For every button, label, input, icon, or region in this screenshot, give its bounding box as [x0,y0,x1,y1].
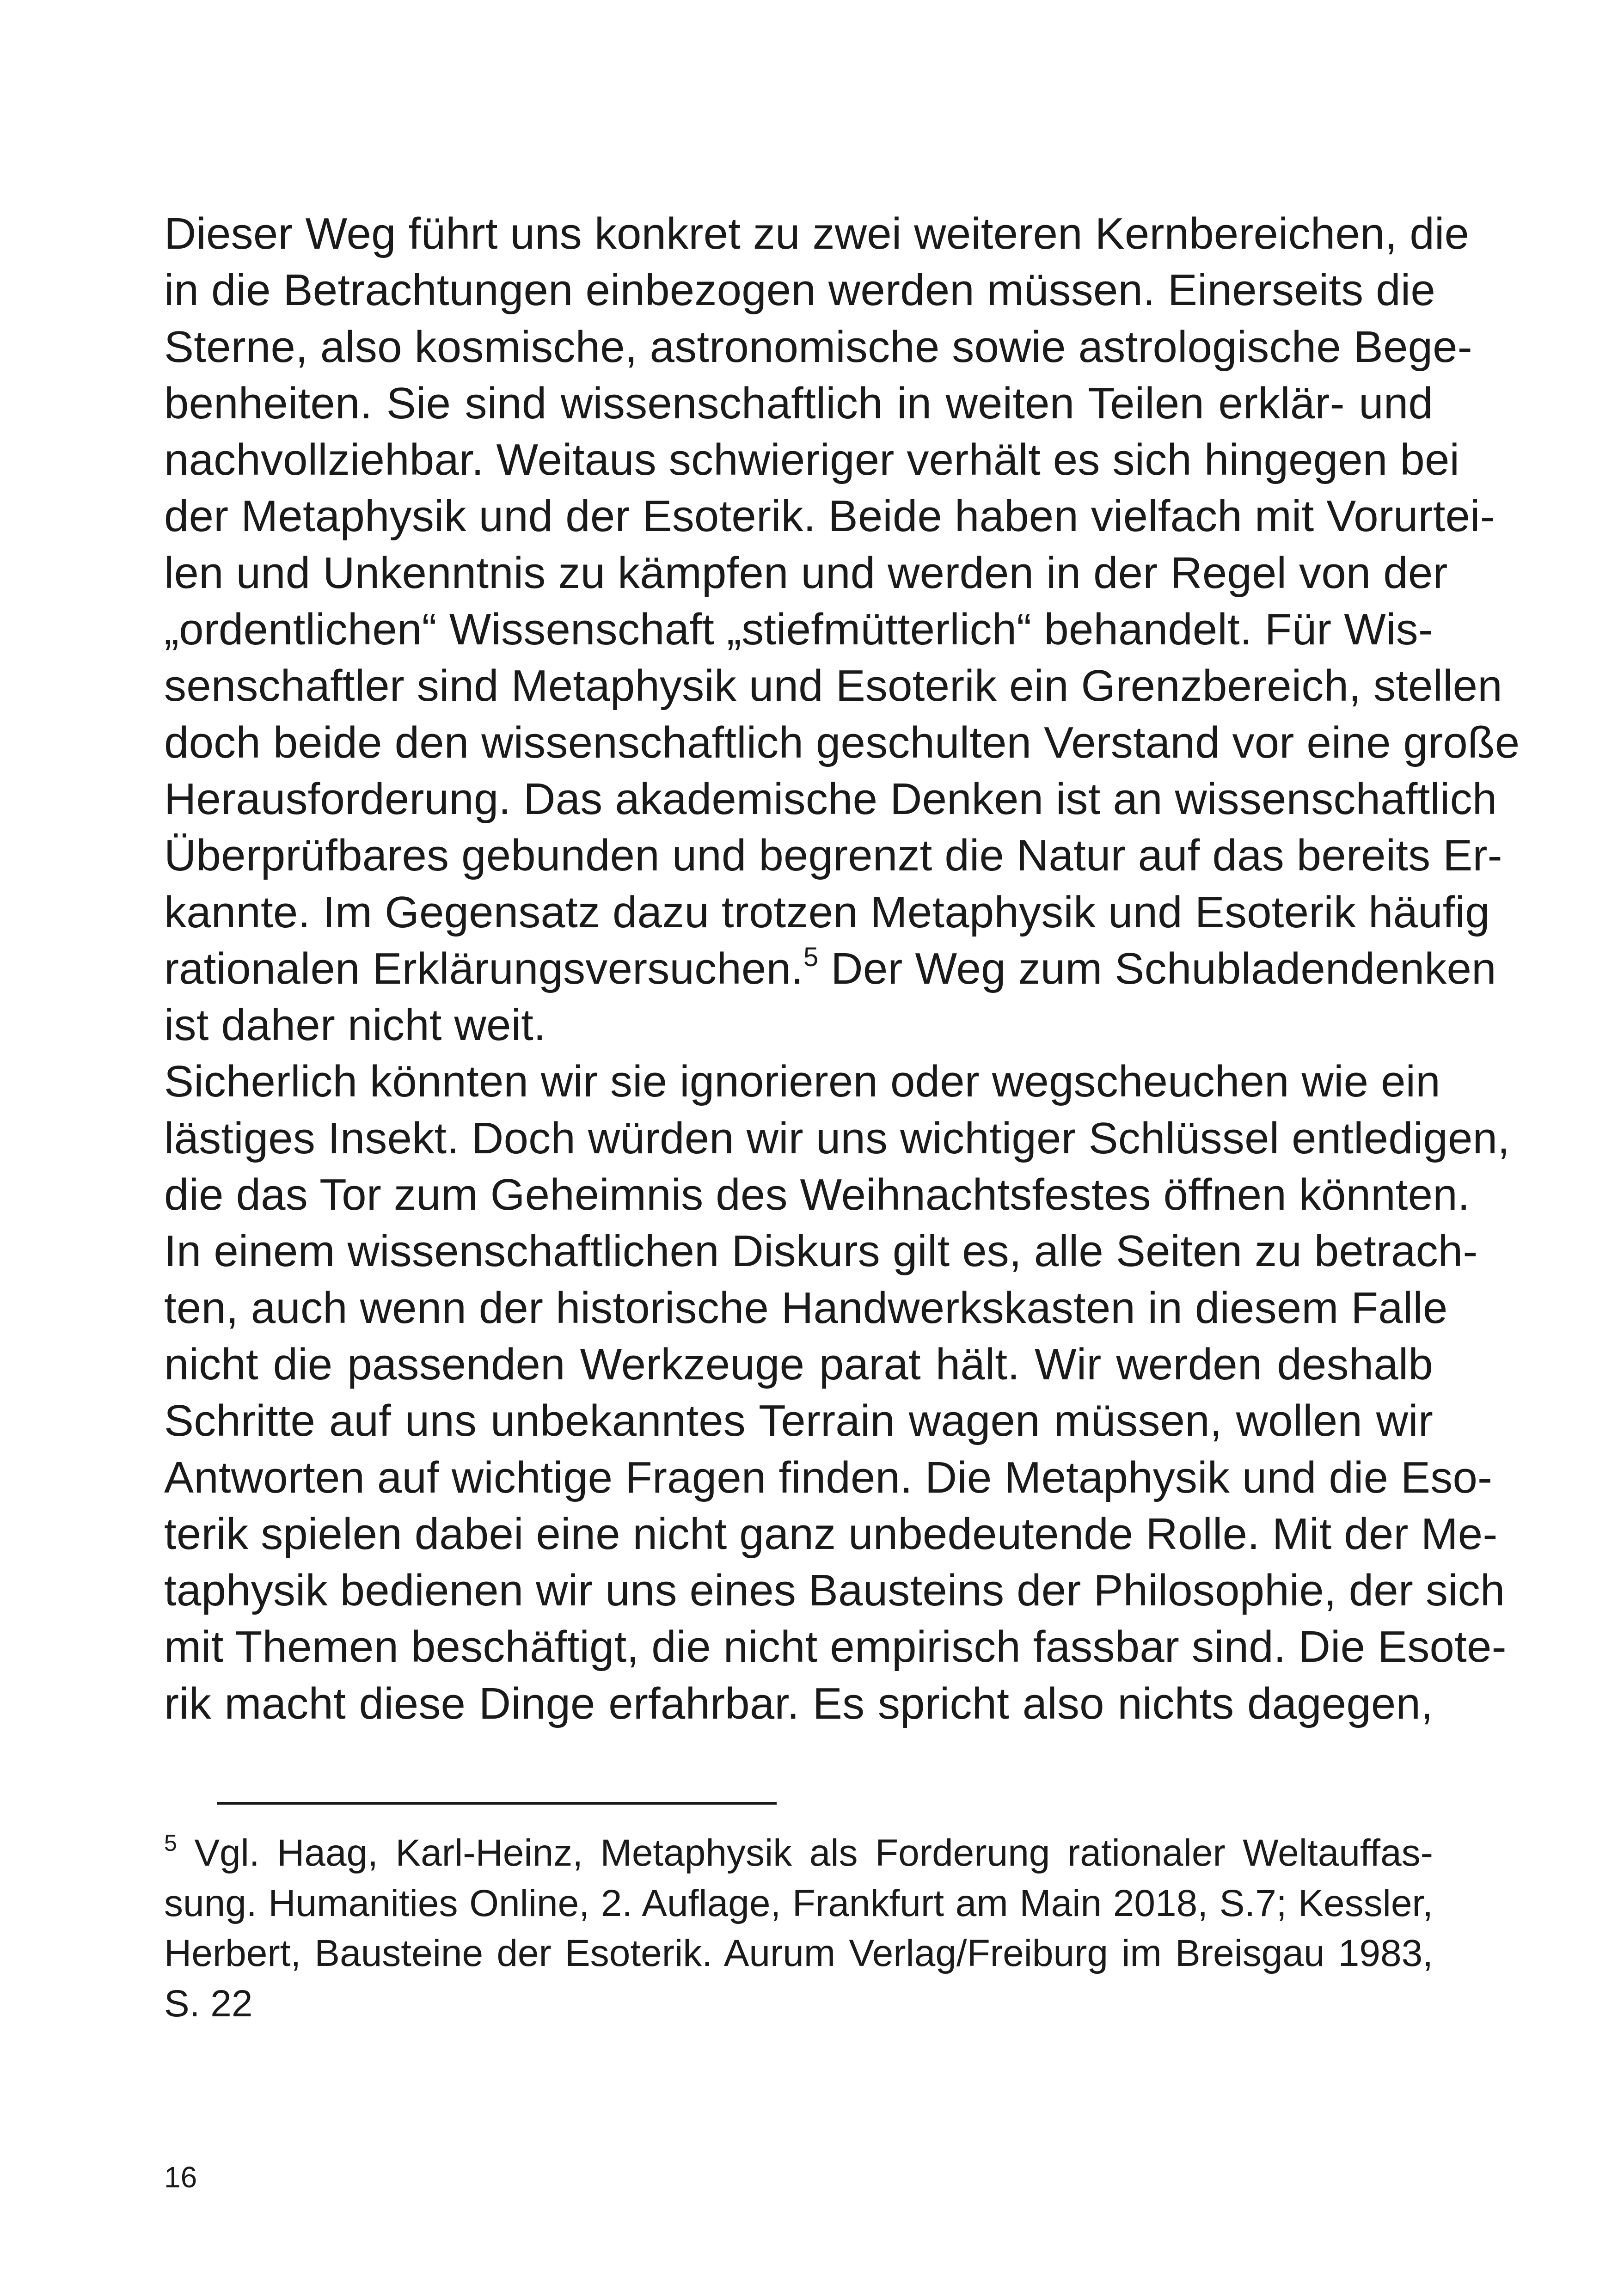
paragraph-end-line: ist daher nicht weit. [164,1000,546,1050]
footnote-reference[interactable]: 5 [803,942,819,972]
footnote-mark: 5 [164,1830,177,1856]
text-segment: Der Weg zum Schubladendenken [818,943,1496,993]
footnote-line [164,1828,1433,1879]
text-line: „ordentlichen“ Wissenschaft „stiefmütterlich“ behandelt. Für Wis- [164,605,1433,655]
text-line-with-footnote-ref [164,941,1496,997]
text-line: doch beide den wissenschaftlich geschulten Verstand vor eine große [164,717,1520,767]
text-line: nicht die passenden Werkzeuge parat hält. Wir werden deshalb [164,1339,1433,1389]
text-line: mit Themen beschäftigt, die nicht empirisch fassbar sind. Die Esote- [164,1622,1507,1672]
text-line: die das Tor zum Geheimnis des Weihnachtsfestes öffnen könnten. [164,1170,1470,1220]
text-line: rik macht diese Dinge erfahrbar. Es spricht also nichts dagegen, [164,1678,1433,1728]
footnote [164,1828,1433,2029]
footnote-line: Herbert, Bausteine der Esoterik. Aurum Verlag/Freiburg im Breisgau 1983, [164,1932,1433,1974]
main-text [164,206,1520,1732]
text-line: In einem wissenschaftlichen Diskurs gilt es, alle Seiten zu betrach- [164,1226,1478,1276]
text-line: Überprüfbares gebunden und begrenzt die Natur auf das bereits Er- [164,831,1502,881]
text-line: Dieser Weg führt uns konkret zu zwei weiteren Kernbereichen, die [164,209,1470,258]
text-line: terik spielen dabei eine nicht ganz unbedeutende Rolle. Mit der Me- [164,1509,1498,1559]
text-segment: rationalen Erklärungsversuchen. [164,943,803,993]
text-line: Antworten auf wichtige Fragen finden. Die Metaphysik und die Eso- [164,1452,1493,1502]
footnote-text: Vgl. Haag, Karl-Heinz, Metaphysik als Forderung rationaler Weltauffas- [177,1832,1433,1874]
page-number: 16 [164,2161,197,2194]
text-line: benheiten. Sie sind wissenschaftlich in weiten Teilen erklär- und [164,378,1433,428]
footnote-line: sung. Humanities Online, 2. Auflage, Frankfurt am Main 2018, S.7; Kessler, [164,1882,1433,1924]
footnote-line: S. 22 [164,1982,253,2025]
footnote-separator [217,1802,777,1805]
text-line: nachvollziehbar. Weitaus schwieriger verhält es sich hingegen bei [164,435,1460,485]
text-line: Sicherlich könnten wir sie ignorieren oder wegscheuchen wie ein [164,1057,1440,1107]
text-line: kannte. Im Gegensatz dazu trotzen Metaphysik und Esoterik häufig [164,887,1490,937]
text-line: ten, auch wenn der historische Handwerkskasten in diesem Falle [164,1283,1448,1333]
text-line: senschaftler sind Metaphysik und Esoterik ein Grenzbereich, stellen [164,661,1502,711]
text-line: in die Betrachtungen einbezogen werden müssen. Einerseits die [164,265,1435,315]
text-line: taphysik bedienen wir uns eines Bausteins der Philosophie, der sich [164,1566,1505,1616]
text-line: Herausforderung. Das akademische Denken ist an wissenschaftlich [164,774,1497,824]
text-line: Sterne, also kosmische, astronomische sowie astrologische Bege- [164,322,1472,372]
text-line: der Metaphysik und der Esoterik. Beide haben vielfach mit Vorurtei- [164,491,1495,541]
text-line: Schritte auf uns unbekanntes Terrain wagen müssen, wollen wir [164,1396,1433,1446]
text-line: len und Unkenntnis zu kämpfen und werden in der Regel von der [164,548,1448,598]
text-line: lästiges Insekt. Doch würden wir uns wichtiger Schlüssel entledigen, [164,1113,1510,1163]
